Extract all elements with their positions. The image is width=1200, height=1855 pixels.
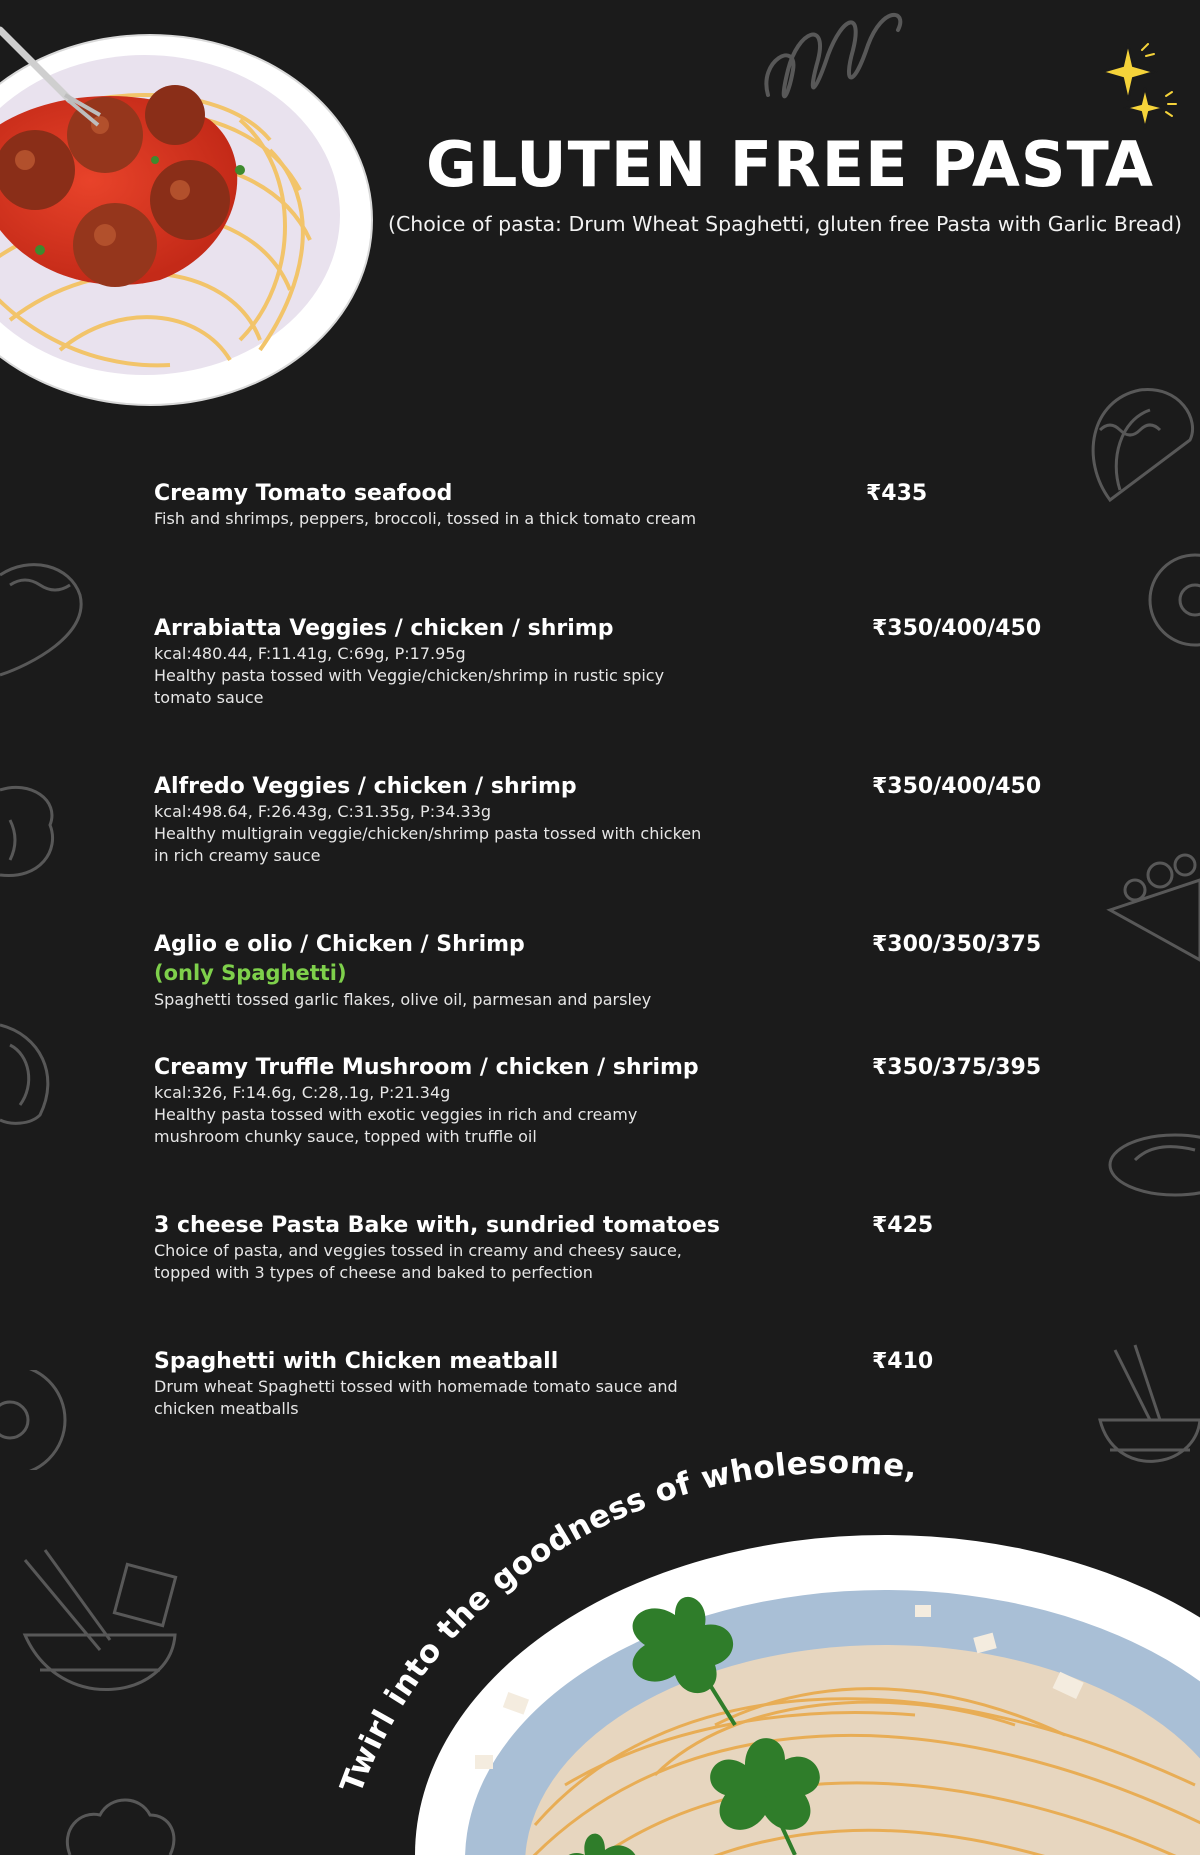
item-tag: (only Spaghetti) <box>154 961 347 985</box>
menu-item <box>154 615 1054 709</box>
item-name: Spaghetti with Chicken meatball <box>154 1349 559 1374</box>
item-price: ₹350/400/450 <box>872 616 1042 641</box>
item-name: Arrabiatta Veggies / chicken / shrimp <box>154 616 614 641</box>
broccoli-doodle-icon <box>60 1790 180 1855</box>
item-price: ₹410 <box>872 1349 934 1374</box>
item-description: Drum wheat Spaghetti tossed with homemade tomato sauce and chicken meatballs <box>154 1377 678 1418</box>
tagline-arc <box>300 1400 1200 1830</box>
item-description: Healthy pasta tossed with Veggie/chicken/shrimp in rustic spicy tomato sauce <box>154 666 665 707</box>
item-name: 3 cheese Pasta Bake with, sundried tomatoes <box>154 1213 720 1238</box>
menu-item <box>154 931 1054 1011</box>
croissant-doodle-icon <box>0 1015 55 1130</box>
item-description: Healthy pasta tossed with exotic veggies in rich and creamy mushroom chunky sauce, topped with truffle oil <box>154 1105 638 1146</box>
donut-doodle-icon <box>0 1370 70 1470</box>
item-price: ₹425 <box>872 1213 934 1238</box>
salad-bowl-doodle-icon <box>1105 840 1200 970</box>
sparkle-icon <box>1100 40 1180 130</box>
menu-item <box>154 773 1054 867</box>
item-description: Choice of pasta, and veggies tossed in creamy and cheesy sauce, topped with 3 types of cheese and baked to perfection <box>154 1241 682 1282</box>
menu-item <box>154 1212 1054 1284</box>
donut-doodle-icon <box>1135 550 1200 650</box>
item-name: Alfredo Veggies / chicken / shrimp <box>154 774 577 799</box>
item-price: ₹300/350/375 <box>872 932 1042 957</box>
item-description: Fish and shrimps, peppers, broccoli, tossed in a thick tomato cream <box>154 509 697 528</box>
menu-item <box>154 1054 1054 1148</box>
menu-item <box>154 480 1054 530</box>
item-price: ₹435 <box>866 481 928 506</box>
page-title: GLUTEN FREE PASTA <box>426 128 1154 201</box>
taco-doodle-icon <box>0 555 90 685</box>
item-name: Creamy Tomato seafood <box>154 481 453 506</box>
noodle-bowl-doodle-icon <box>20 1540 180 1720</box>
pasta-plate-doodle-icon <box>1105 1105 1200 1205</box>
page-subtitle: (Choice of pasta: Drum Wheat Spaghetti, gluten free Pasta with Garlic Bread) <box>387 212 1183 236</box>
tagline-text: Twirl into the goodness of wholesome, <box>333 1444 920 1798</box>
item-price: ₹350/375/395 <box>872 1055 1042 1080</box>
item-name: Aglio e olio / Chicken / Shrimp <box>154 932 525 957</box>
item-price: ₹350/400/450 <box>872 774 1042 799</box>
svg-text:Twirl into the goodness of who <box>300 1400 931 1798</box>
item-description: Spaghetti tossed garlic flakes, olive oil, parmesan and parsley <box>154 990 652 1009</box>
spaghetti-meatball-plate-image <box>0 20 380 420</box>
taco-doodle-icon <box>1080 380 1200 510</box>
item-name: Creamy Truffle Mushroom / chicken / shrimp <box>154 1055 699 1080</box>
item-nutrition: kcal:480.44, F:11.41g, C:69g, P:17.95g <box>154 644 466 663</box>
item-nutrition: kcal:498.64, F:26.43g, C:31.35g, P:34.33g <box>154 802 492 821</box>
squiggle-doodle-icon <box>758 0 918 120</box>
broccoli-doodle-icon <box>0 780 60 890</box>
item-description: Healthy multigrain veggie/chicken/shrimp pasta tossed with chicken in rich creamy sauce <box>154 824 702 865</box>
item-nutrition: kcal:326, F:14.6g, C:28,.1g, P:21.34g <box>154 1083 451 1102</box>
